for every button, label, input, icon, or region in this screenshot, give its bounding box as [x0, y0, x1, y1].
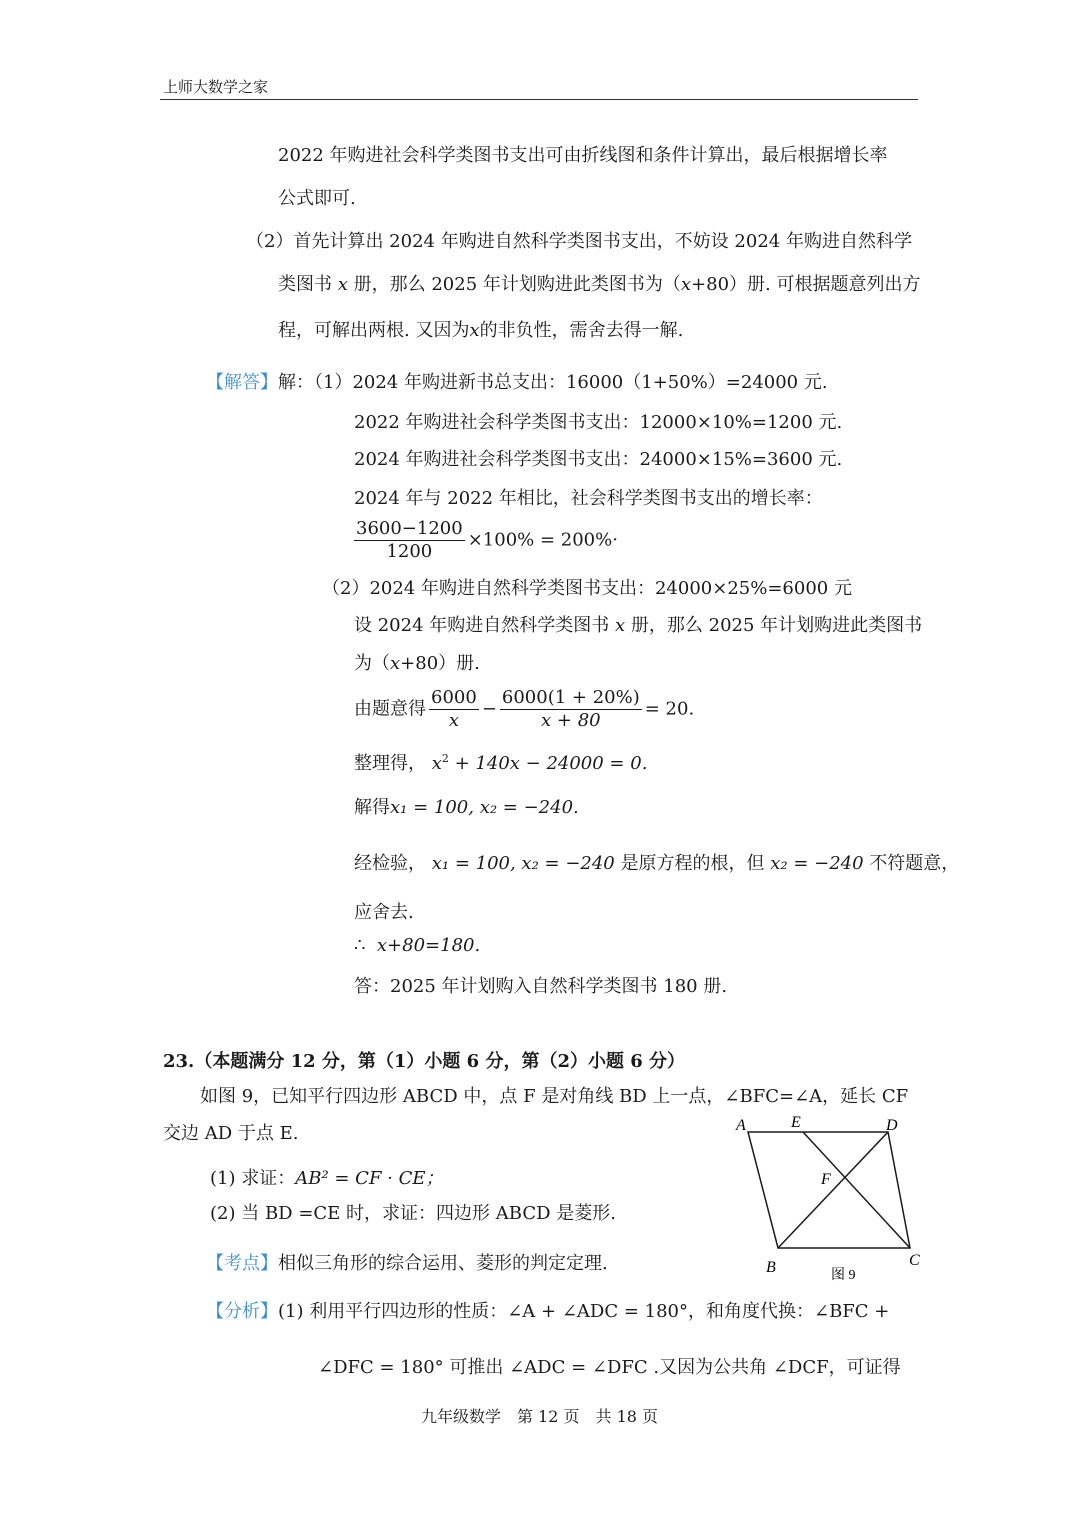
- header-rule: [160, 99, 918, 100]
- diagonal-bd: [778, 1132, 888, 1248]
- q23-stem-1: 如图 9，已知平行四边形 ABCD 中，点 F 是对角线 BD 上一点，∠BFC=∠A，延长 CF: [200, 1086, 909, 1107]
- equation-line: 由题意得 $\frac{6000}{x}$ − $\frac{6000(1 + 20\%)}{x + 80}$ = 20.: [354, 687, 695, 731]
- q23-sub-1: (1) 求证：AB² = CF · CE；: [210, 1168, 444, 1189]
- label-b: B: [766, 1259, 776, 1276]
- page-footer: 九年级数学 第 12 页 共 18 页: [420, 1407, 659, 1426]
- analysis-q23-line-1: 【分析】(1) 利用平行四边形的性质：∠A + ∠ADC = 180°，和角度代换：∠BFC +: [206, 1301, 890, 1322]
- answer-p2-line-1: （2）2024 年购进自然科学类图书支出：24000×25%=6000 元: [322, 578, 852, 599]
- discard-line: 应舍去.: [354, 902, 414, 923]
- q23-stem-2: 交边 AD 于点 E.: [163, 1123, 299, 1144]
- label-e: E: [791, 1114, 801, 1131]
- label-c: C: [909, 1252, 920, 1269]
- growth-rate-formula: $\frac{3600-1200}{1200}$ ×100% = 200%·: [356, 518, 618, 562]
- q23-title: 23.（本题满分 12 分，第（1）小题 6 分，第（2）小题 6 分）: [163, 1051, 686, 1072]
- solve-line: 解得x₁ = 100, x₂ = −240.: [354, 797, 579, 818]
- analysis-tag: 【分析】: [206, 1301, 278, 1322]
- figure-9-parallelogram: [728, 1110, 928, 1290]
- analysis-line-2: 公式即可.: [278, 188, 356, 209]
- analysis-line-1: 2022 年购进社会科学类图书支出可由折线图和条件计算出，最后根据增长率: [278, 145, 888, 166]
- answer-line-3: 2024 年购进社会科学类图书支出：24000×15%=3600 元.: [354, 449, 843, 470]
- key-points-tag: 【考点】: [206, 1253, 278, 1274]
- header-title: 上师大数学之家: [163, 78, 269, 96]
- answer-line-2: 2022 年购进社会科学类图书支出：12000×10%=1200 元.: [354, 412, 843, 433]
- check-line: 经检验， x₁ = 100, x₂ = −240 是原方程的根，但 x₂ = −240 不符题意，: [354, 853, 960, 874]
- simplify-line: 整理得， $x^2 + 140x - 24000 = 0$.: [354, 752, 648, 774]
- therefore-line: ∴ x+80=180.: [354, 935, 481, 956]
- answer-intro: 【解答】解：（1）2024 年购进新书总支出：16000（1+50%）=24000 元.: [206, 372, 828, 393]
- analysis-p2-line-2: 类图书 x 册，那么 2025 年计划购进此类图书为（x+80）册. 可根据题意列出方: [278, 274, 921, 295]
- label-f: F: [821, 1171, 831, 1188]
- final-answer: 答：2025 年计划购入自然科学类图书 180 册.: [354, 976, 728, 997]
- q23-sub-2: (2) 当 BD =CE 时，求证：四边形 ABCD 是菱形.: [210, 1203, 616, 1224]
- label-a: A: [736, 1117, 746, 1134]
- answer-p2-line-2: 设 2024 年购进自然科学类图书 x 册，那么 2025 年计划购进此类图书: [354, 615, 923, 636]
- segment-ce: [803, 1132, 910, 1248]
- figure-caption: 图 9: [831, 1268, 856, 1283]
- parallelogram-abcd: [748, 1132, 910, 1248]
- answer-tag: 【解答】: [206, 372, 278, 393]
- label-d: D: [886, 1117, 898, 1134]
- analysis-q23-line-2: ∠DFC = 180° 可推出 ∠ADC = ∠DFC .又因为公共角 ∠DCF，可证得: [318, 1357, 901, 1378]
- answer-p2-line-3: 为（x+80）册.: [354, 653, 480, 674]
- analysis-p2-line-3: 程，可解出两根. 又因为x的非负性，需舍去得一解.: [278, 320, 684, 341]
- answer-line-4: 2024 年与 2022 年相比，社会科学类图书支出的增长率：: [354, 488, 823, 509]
- analysis-p2-line-1: （2）首先计算出 2024 年购进自然科学类图书支出，不妨设 2024 年购进自然科学: [246, 231, 912, 252]
- key-points: 【考点】相似三角形的综合运用、菱形的判定定理.: [206, 1253, 608, 1274]
